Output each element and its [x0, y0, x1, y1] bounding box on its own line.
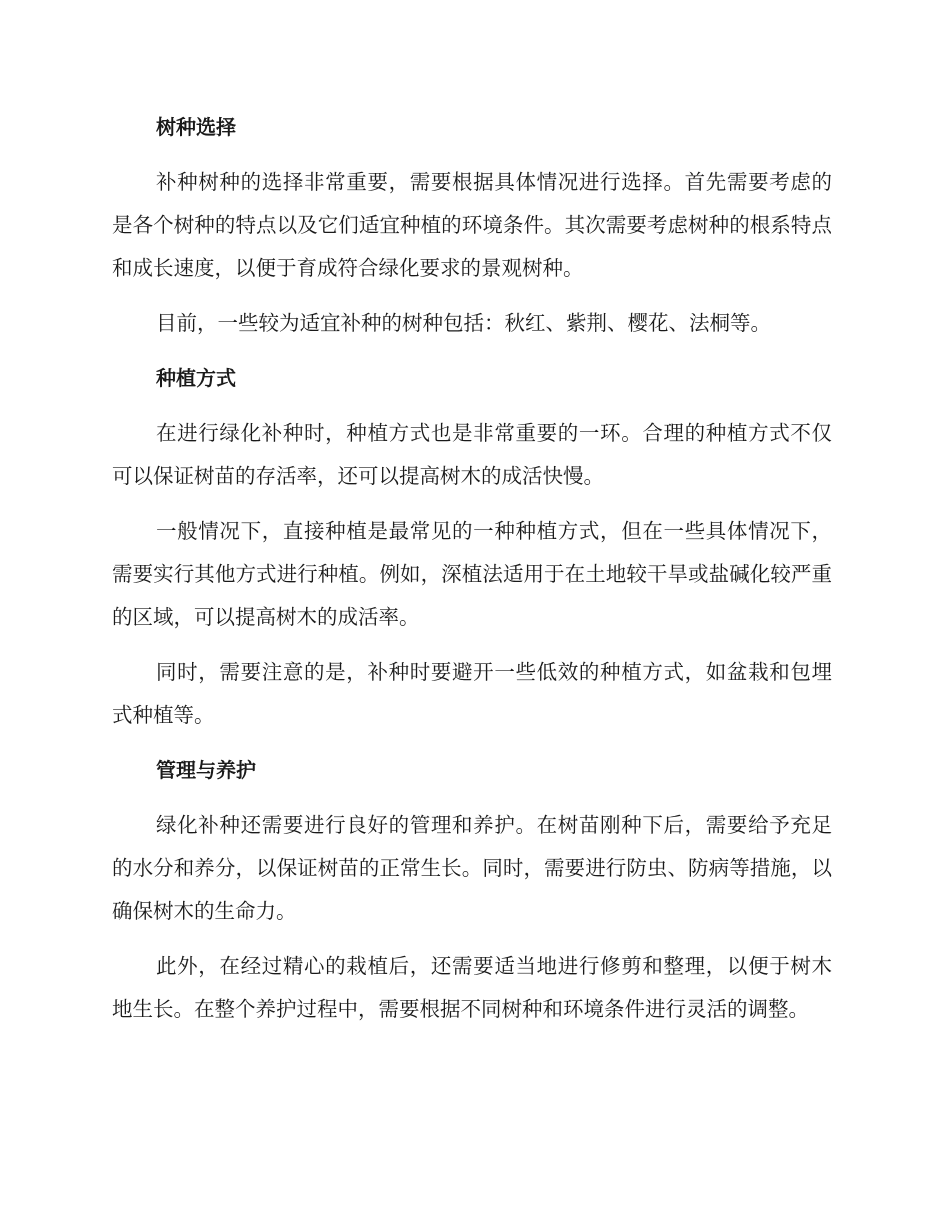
section-heading-management-care: 管理与养护 — [156, 758, 256, 782]
paragraph: 补种树种的选择非常重要，需要根据具体情况进行选择。首先需要考虑的是各个树种的特点以及它们适宜种植的环境条件。其次需要考虑树种的根系特点和成长速度，以便于育成符合绿化要求的景观树种。 — [112, 170, 832, 280]
paragraph: 在进行绿化补种时，种植方式也是非常重要的一环。合理的种植方式不仅可以保证树苗的存活率，还可以提高树木的成活快慢。 — [112, 421, 832, 488]
section-heading-tree-selection: 树种选择 — [156, 115, 236, 139]
paragraph: 一般情况下，直接种植是最常见的一种种植方式，但在一些具体情况下，需要实行其他方式进行种植。例如，深植法适用于在土地较干旱或盐碱化较严重的区域，可以提高树木的成活率。 — [112, 519, 832, 629]
section-heading-planting-method: 种植方式 — [156, 366, 236, 390]
paragraph: 目前，一些较为适宜补种的树种包括：秋红、紫荆、樱花、法桐等。 — [156, 311, 771, 335]
paragraph: 此外，在经过精心的栽植后，还需要适当地进行修剪和整理，以便于树木地生长。在整个养护过程中，需要根据不同树种和环境条件进行灵活的调整。 — [112, 954, 832, 1021]
document-page — [112, 106, 832, 1043]
paragraph: 绿化补种还需要进行良好的管理和养护。在树苗刚种下后，需要给予充足的水分和养分，以保证树苗的正常生长。同时，需要进行防虫、防病等措施，以确保树木的生命力。 — [112, 813, 832, 923]
paragraph: 同时，需要注意的是，补种时要避开一些低效的种植方式，如盆栽和包埋式种植等。 — [112, 660, 832, 727]
